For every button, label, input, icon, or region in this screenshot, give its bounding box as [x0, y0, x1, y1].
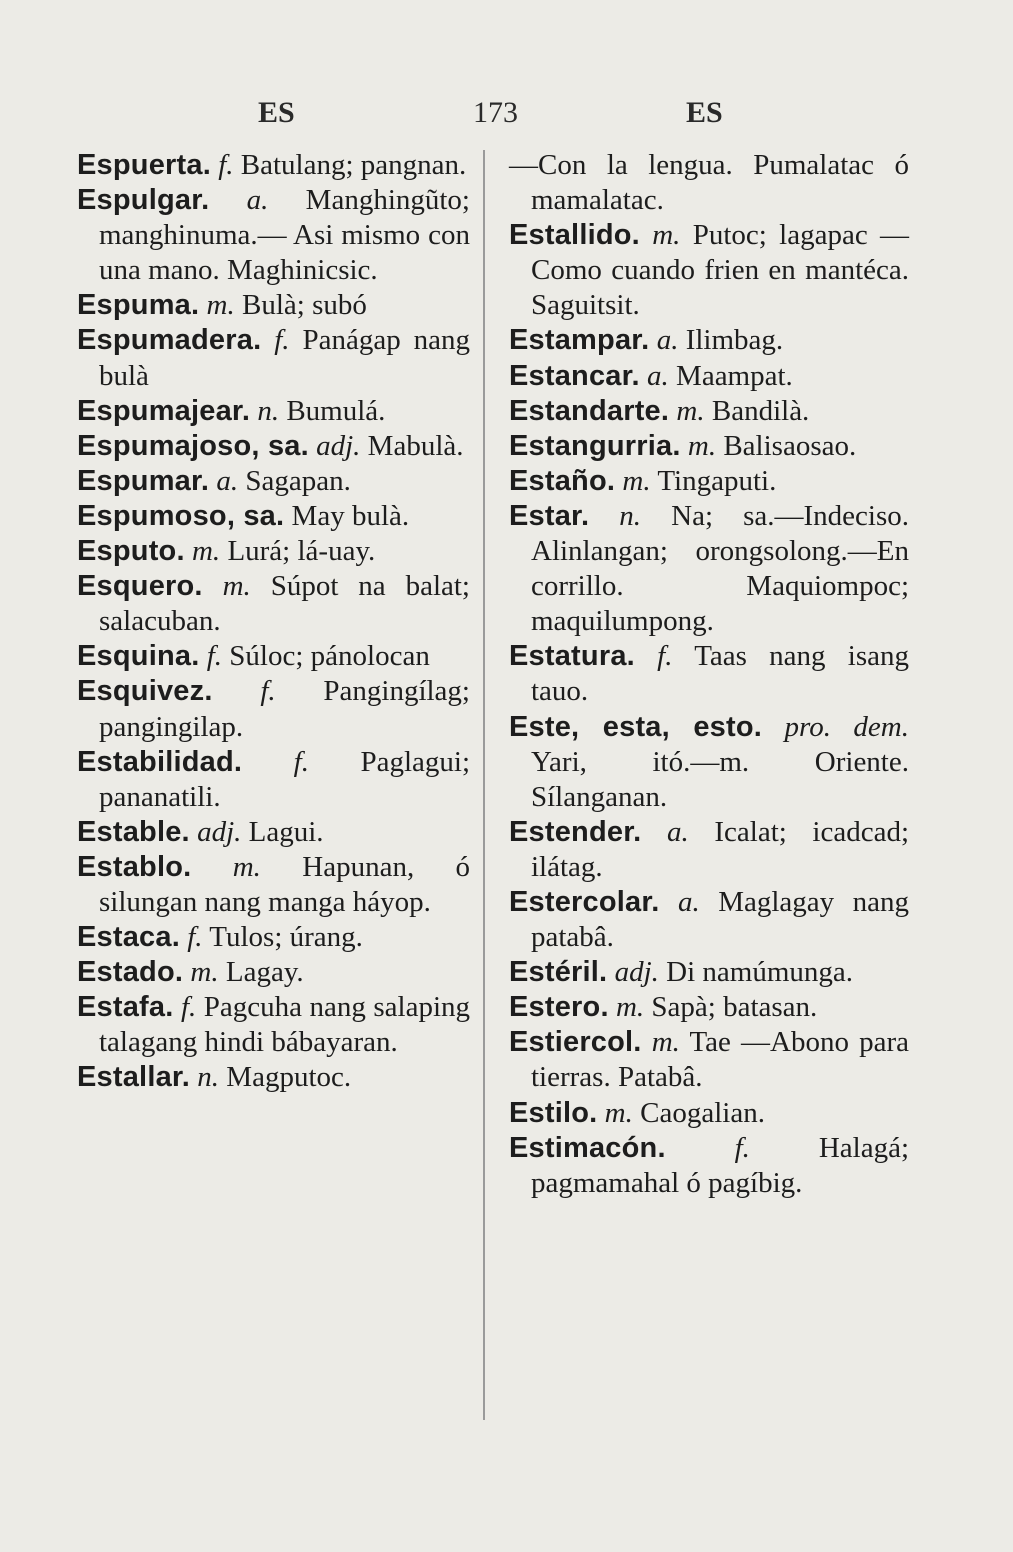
- dictionary-entry: [77, 429, 470, 464]
- entry-grammar-tag: m.: [190, 956, 219, 989]
- entry-grammar-tag: a.: [656, 324, 679, 357]
- entry-definition: Magputoc.: [226, 1061, 352, 1094]
- entry-definition: Batulang; pangnan.: [240, 149, 467, 181]
- right-column: [507, 148, 909, 1201]
- column-divider: [483, 150, 485, 1420]
- entry-definition: Sapà; batasan.: [651, 991, 818, 1024]
- entry-headword: Estallar.: [77, 1061, 191, 1094]
- dictionary-entry: [509, 499, 909, 639]
- entry-definition: Panágap nang bulà: [99, 324, 471, 392]
- entry-definition: Taas nang isang tauo.: [531, 640, 909, 708]
- entry-headword: Espumar.: [77, 464, 210, 497]
- dictionary-entry: [77, 534, 470, 569]
- entry-grammar-tag: m.: [687, 429, 717, 462]
- entry-headword: Espuerta.: [77, 149, 211, 181]
- dictionary-entry: [77, 569, 470, 639]
- entry-headword: Establo.: [77, 850, 192, 883]
- entry-definition: Lagui.: [248, 815, 324, 848]
- entry-definition: Súpot na balat; salacuban.: [99, 570, 470, 638]
- entry-definition: Maampat.: [676, 359, 793, 392]
- entry-headword: Espuma.: [77, 289, 200, 322]
- entry-headword: Estéril.: [509, 956, 608, 989]
- dictionary-entry: [77, 745, 470, 815]
- entry-definition: Na; sa.—Indeciso. Alinlangan; orongsolong.—En corrillo. Maquiompoc; maquilumpong.: [531, 499, 910, 638]
- entry-definition: Caogalian.: [640, 1096, 765, 1129]
- entry-definition: Ilimbag.: [685, 324, 784, 357]
- entry-headword: Esquero.: [77, 570, 203, 603]
- dictionary-entry: [509, 710, 909, 815]
- entry-definition: Yari, itó.—m. Oriente. Sílanganan.: [531, 745, 909, 813]
- entry-grammar-tag: m.: [652, 219, 681, 252]
- dictionary-entry: [77, 499, 470, 534]
- dictionary-entry: [77, 639, 470, 674]
- entry-definition: Paglagui; pananatili.: [99, 745, 470, 813]
- dictionary-entry: [509, 815, 909, 885]
- entry-definition: Tae —Abono para tierras. Patabâ.: [531, 1026, 909, 1094]
- entry-definition: Balisaosao.: [723, 429, 857, 462]
- entry-headword: Estangurria.: [509, 429, 681, 462]
- dictionary-entry: [77, 323, 470, 393]
- entry-headword: Estender.: [509, 815, 642, 848]
- entry-grammar-tag: a.: [216, 464, 239, 497]
- entry-definition: Bandilà.: [711, 394, 810, 427]
- entry-headword: Este, esta, esto.: [509, 710, 763, 743]
- entry-definition: Hapunan, ó silungan nang manga háyop.: [99, 850, 471, 918]
- dictionary-entry: [77, 148, 470, 183]
- entry-grammar-tag: m.: [206, 289, 235, 322]
- entry-grammar-tag: a.: [666, 815, 689, 848]
- entry-headword: Estable.: [77, 815, 190, 848]
- entry-headword: Espumadera.: [77, 324, 262, 357]
- dictionary-entry: [77, 850, 470, 920]
- dictionary-entry: [77, 815, 470, 850]
- entry-grammar-tag: f.: [260, 675, 276, 708]
- entry-definition: Maglagay nang patabâ.: [531, 885, 909, 954]
- dictionary-entry: [509, 1131, 909, 1201]
- entry-grammar-tag: m.: [604, 1096, 633, 1129]
- entry-headword: Estatura.: [509, 640, 635, 673]
- entry-grammar-tag: m.: [615, 991, 645, 1024]
- left-column: [75, 148, 470, 1096]
- entry-headword: Estancar.: [509, 359, 640, 392]
- entry-definition: Tulos; úrang.: [209, 921, 363, 954]
- entry-headword: Espumajoso, sa.: [77, 429, 309, 462]
- entry-headword: Esputo.: [77, 535, 185, 568]
- dictionary-entry: [77, 288, 470, 323]
- entry-definition: May bulà.: [291, 499, 410, 532]
- entry-definition: Bumulá.: [286, 394, 386, 427]
- entry-grammar-tag: adj.: [316, 429, 361, 462]
- entry-grammar-tag: m.: [232, 850, 261, 883]
- entry-headword: Espumajear.: [77, 394, 251, 427]
- entry-definition: Bulà; subó: [241, 289, 367, 322]
- entry-grammar-tag: f.: [206, 640, 223, 673]
- entry-headword: Estercolar.: [509, 885, 660, 918]
- entry-grammar-tag: a.: [246, 184, 269, 217]
- entry-grammar-tag: f.: [218, 149, 234, 181]
- entry-definition: Lurá; lá-uay.: [227, 535, 376, 568]
- dictionary-entry: [509, 323, 909, 358]
- entry-grammar-tag: m.: [651, 1026, 680, 1059]
- entry-headword: Estampar.: [509, 324, 650, 357]
- entry-grammar-tag: f.: [187, 921, 203, 954]
- entry-definition: Tingaputi.: [657, 464, 777, 497]
- entry-definition: Pangingílag; pangingilap.: [99, 675, 470, 743]
- entry-definition: Icalat; icadcad; ilátag.: [531, 815, 910, 883]
- entry-definition: Lagay.: [225, 956, 304, 989]
- entry-headword: Estado.: [77, 956, 184, 989]
- entry-headword: Estiercol.: [509, 1026, 642, 1059]
- dictionary-entry: [509, 394, 909, 429]
- entry-grammar-tag: m.: [622, 464, 651, 497]
- entry-headword: Esquivez.: [77, 675, 213, 708]
- entry-grammar-tag: m.: [222, 570, 251, 603]
- entry-headword: Espumoso, sa.: [77, 499, 285, 532]
- entry-definition: —Con la lengua. Pumalatac ó mamalatac.: [509, 149, 909, 217]
- entry-definition: Pagcuha nang salaping talagang hindi bábayaran.: [99, 991, 470, 1059]
- entry-grammar-tag: m.: [191, 535, 221, 568]
- dictionary-entry: [509, 955, 909, 990]
- dictionary-entry: [509, 429, 909, 464]
- entry-definition: Mabulà.: [367, 429, 464, 462]
- entry-headword: Estallido.: [509, 219, 640, 252]
- dictionary-entry: [509, 148, 909, 218]
- entry-grammar-tag: f.: [657, 640, 673, 673]
- dictionary-entry: [509, 885, 909, 955]
- entry-grammar-tag: n.: [257, 394, 280, 427]
- entry-grammar-tag: n.: [197, 1061, 220, 1094]
- entry-grammar-tag: f.: [293, 745, 309, 778]
- entry-headword: Estaca.: [77, 921, 180, 954]
- page-number: 173: [473, 96, 518, 129]
- dictionary-entry: [77, 920, 470, 955]
- entry-definition: Di namúmunga.: [666, 956, 853, 989]
- entry-definition: Súloc; pánolocan: [229, 640, 430, 673]
- dictionary-entry: [509, 639, 909, 709]
- dictionary-entry: [77, 464, 470, 499]
- dictionary-entry: [77, 394, 470, 429]
- entry-definition: Halagá; pagmamahal ó pagíbig.: [531, 1131, 910, 1199]
- entry-grammar-tag: m.: [676, 394, 705, 427]
- entry-headword: Estilo.: [509, 1096, 598, 1129]
- dictionary-entry: [509, 990, 909, 1025]
- entry-headword: Esquina.: [77, 640, 200, 673]
- dictionary-entry: [77, 990, 470, 1060]
- dictionary-entry: [509, 218, 909, 323]
- dictionary-entry: [509, 359, 909, 394]
- entry-headword: Estabilidad.: [77, 745, 243, 778]
- entry-grammar-tag: f.: [180, 991, 197, 1024]
- dictionary-entry: [509, 464, 909, 499]
- entry-grammar-tag: a.: [647, 359, 669, 392]
- dictionary-entry: [509, 1096, 909, 1131]
- entry-headword: Estaño.: [509, 464, 616, 497]
- entry-headword: Estimacón.: [509, 1131, 666, 1164]
- dictionary-entry: [77, 1060, 470, 1095]
- header-left-guide-word: ES: [258, 96, 295, 129]
- entry-grammar-tag: f.: [734, 1131, 750, 1164]
- dictionary-entry: [77, 183, 470, 288]
- page-header: [0, 96, 1013, 142]
- entry-grammar-tag: adj.: [614, 956, 659, 989]
- entry-grammar-tag: a.: [677, 885, 700, 918]
- dictionary-entry: [77, 674, 470, 744]
- header-right-guide-word: ES: [686, 96, 723, 129]
- entry-grammar-tag: adj.: [197, 815, 242, 848]
- entry-definition: Manghingũto; manghinuma.— Asi mismo con una mano. Maghinicsic.: [99, 184, 470, 287]
- entry-headword: Estar.: [509, 499, 590, 532]
- entry-grammar-tag: n.: [619, 499, 642, 532]
- entry-headword: Espulgar.: [77, 184, 210, 217]
- entry-definition: Sagapan.: [245, 464, 351, 497]
- entry-headword: Estafa.: [77, 991, 174, 1024]
- dictionary-entry: [509, 1025, 909, 1095]
- entry-headword: Estandarte.: [509, 394, 670, 427]
- dictionary-entry: [77, 955, 470, 990]
- entry-grammar-tag: pro. dem.: [784, 710, 910, 743]
- entry-definition: Putoc; lagapac — Como cuando frien en mantéca. Saguitsit.: [531, 219, 910, 322]
- entry-grammar-tag: f.: [274, 324, 290, 357]
- entry-headword: Estero.: [509, 991, 609, 1024]
